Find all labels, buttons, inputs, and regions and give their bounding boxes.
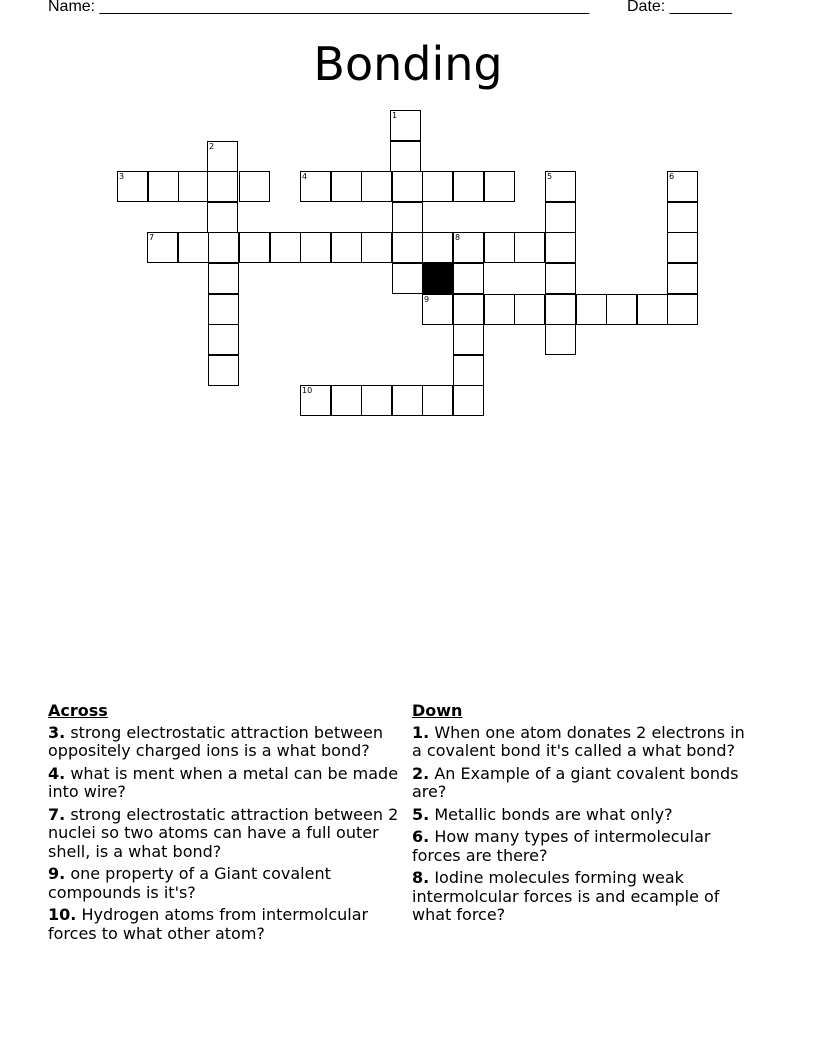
clue-number: 10 bbox=[302, 386, 313, 395]
clue-number: 2. bbox=[412, 763, 430, 783]
down-heading: Down bbox=[412, 701, 463, 720]
clue-text: one property of a Giant covalent compounds is it's? bbox=[48, 864, 331, 902]
crossword-cell[interactable] bbox=[331, 385, 362, 416]
crossword-cell[interactable] bbox=[514, 294, 545, 325]
clue-number: 9. bbox=[48, 864, 66, 883]
crossword-cell[interactable] bbox=[331, 232, 362, 263]
crossword-cell[interactable] bbox=[484, 294, 515, 325]
crossword-cell[interactable] bbox=[637, 294, 668, 325]
crossword-cell[interactable] bbox=[361, 232, 392, 263]
clue-text: When one atom donates 2 electrons in a covalent bond it's called a what bond? bbox=[412, 722, 745, 760]
down-clue bbox=[412, 724, 757, 761]
crossword-cell[interactable] bbox=[392, 263, 423, 294]
clue-number: 6 bbox=[669, 172, 675, 181]
crossword-cell[interactable] bbox=[178, 232, 209, 263]
crossword-cell[interactable] bbox=[606, 294, 637, 325]
crossword-cell[interactable] bbox=[484, 232, 515, 263]
across-clues bbox=[48, 702, 403, 947]
clue-number: 3 bbox=[119, 172, 125, 181]
crossword-cell[interactable] bbox=[667, 202, 698, 233]
across-clue bbox=[48, 724, 403, 761]
clue-number: 5. bbox=[412, 804, 430, 824]
crossword-cell[interactable] bbox=[422, 171, 453, 202]
crossword-cell[interactable] bbox=[545, 294, 576, 325]
down-clue bbox=[412, 869, 757, 925]
crossword-cell[interactable] bbox=[361, 385, 392, 416]
clue-number: 9 bbox=[424, 295, 430, 304]
crossword-cell[interactable] bbox=[300, 385, 331, 416]
clue-text: Hydrogen atoms from intermolcular forces to what other atom? bbox=[48, 905, 369, 943]
crossword-cell[interactable] bbox=[239, 232, 270, 263]
crossword-cell[interactable] bbox=[545, 232, 576, 263]
crossword-cell[interactable] bbox=[208, 263, 239, 294]
clue-number: 4 bbox=[302, 172, 308, 181]
crossword-cell[interactable] bbox=[392, 202, 423, 233]
crossword-cell[interactable] bbox=[207, 141, 238, 172]
crossword-cell[interactable] bbox=[148, 171, 179, 202]
down-clues bbox=[412, 702, 757, 929]
crossword-cell[interactable] bbox=[207, 171, 238, 202]
crossword-cell[interactable] bbox=[300, 232, 331, 263]
crossword-cell[interactable] bbox=[422, 385, 453, 416]
crossword-cell[interactable] bbox=[392, 385, 423, 416]
clue-text: what is ment when a metal can be made into wire? bbox=[48, 763, 399, 801]
across-clue-list bbox=[48, 724, 403, 944]
crossword-cell[interactable] bbox=[422, 294, 453, 325]
page-title: Bonding bbox=[313, 37, 503, 91]
crossword-cell[interactable] bbox=[208, 324, 239, 355]
date-field-label: Date: _______ bbox=[627, 0, 732, 15]
clue-number: 8 bbox=[455, 233, 461, 242]
clue-number: 4. bbox=[48, 763, 66, 783]
across-clue bbox=[48, 806, 403, 862]
across-clue bbox=[48, 765, 403, 802]
crossword-cell[interactable] bbox=[147, 232, 178, 263]
crossword-grid bbox=[0, 0, 816, 430]
crossword-cell[interactable] bbox=[545, 263, 576, 294]
crossword-cell[interactable] bbox=[667, 263, 698, 294]
crossword-cell[interactable] bbox=[208, 355, 239, 386]
clue-number: 2 bbox=[209, 142, 215, 151]
clue-number: 6. bbox=[412, 827, 430, 846]
clue-number: 5 bbox=[547, 172, 553, 181]
crossword-cell[interactable] bbox=[545, 324, 576, 355]
black-cell bbox=[422, 263, 453, 294]
crossword-cell[interactable] bbox=[208, 232, 239, 263]
crossword-cell[interactable] bbox=[300, 171, 331, 202]
crossword-cell[interactable] bbox=[545, 202, 576, 233]
crossword-cell[interactable] bbox=[453, 294, 484, 325]
clue-number: 10. bbox=[48, 905, 77, 924]
crossword-cell[interactable] bbox=[178, 171, 209, 202]
name-field-label: Name: _______________________________________________________ bbox=[48, 0, 589, 15]
crossword-cell[interactable] bbox=[667, 294, 698, 325]
crossword-cell[interactable] bbox=[514, 232, 545, 263]
clue-number: 3. bbox=[48, 722, 66, 742]
clue-text: Iodine molecules forming weak intermolcular forces is and ecample of what force? bbox=[412, 868, 720, 924]
crossword-cell[interactable] bbox=[331, 171, 362, 202]
crossword-cell[interactable] bbox=[208, 294, 239, 325]
clue-text: Metallic bonds are what only? bbox=[434, 804, 673, 824]
down-clue bbox=[412, 828, 757, 865]
down-clue bbox=[412, 806, 757, 825]
clue-text: strong electrostatic attraction between 2 nuclei so two atoms can have a full outer shell, is a what bond? bbox=[48, 804, 399, 861]
crossword-cell[interactable] bbox=[117, 171, 148, 202]
crossword-cell[interactable] bbox=[270, 232, 301, 263]
across-heading: Across bbox=[48, 701, 108, 720]
crossword-cell[interactable] bbox=[390, 110, 421, 141]
crossword-cell[interactable] bbox=[390, 141, 421, 172]
clue-number: 7 bbox=[149, 233, 155, 242]
clue-number: 1 bbox=[392, 111, 398, 120]
across-clue bbox=[48, 906, 403, 943]
clue-text: An Example of a giant covalent bonds are? bbox=[412, 763, 739, 801]
down-clue bbox=[412, 765, 757, 802]
crossword-cell[interactable] bbox=[667, 232, 698, 263]
clue-number: 1. bbox=[412, 722, 430, 742]
crossword-cell[interactable] bbox=[392, 232, 423, 263]
across-clue bbox=[48, 865, 403, 902]
crossword-cell[interactable] bbox=[667, 171, 698, 202]
crossword-cell[interactable] bbox=[576, 294, 607, 325]
crossword-cell[interactable] bbox=[207, 202, 238, 233]
crossword-cell[interactable] bbox=[453, 385, 484, 416]
crossword-cell[interactable] bbox=[239, 171, 270, 202]
crossword-cell[interactable] bbox=[453, 232, 484, 263]
crossword-cell[interactable] bbox=[545, 171, 576, 202]
down-clue-list bbox=[412, 724, 757, 925]
clue-text: How many types of intermolecular forces are there? bbox=[412, 827, 711, 865]
clue-number: 7. bbox=[48, 804, 66, 824]
clue-text: strong electrostatic attraction between oppositely charged ions is a what bond? bbox=[48, 722, 384, 760]
crossword-cell[interactable] bbox=[453, 355, 484, 386]
crossword-cell[interactable] bbox=[422, 232, 453, 263]
clue-number: 8. bbox=[412, 868, 430, 887]
crossword-cell[interactable] bbox=[392, 171, 423, 202]
crossword-cell[interactable] bbox=[484, 171, 515, 202]
crossword-cell[interactable] bbox=[453, 171, 484, 202]
crossword-cell[interactable] bbox=[361, 171, 392, 202]
crossword-cell[interactable] bbox=[453, 263, 484, 294]
crossword-cell[interactable] bbox=[453, 324, 484, 355]
